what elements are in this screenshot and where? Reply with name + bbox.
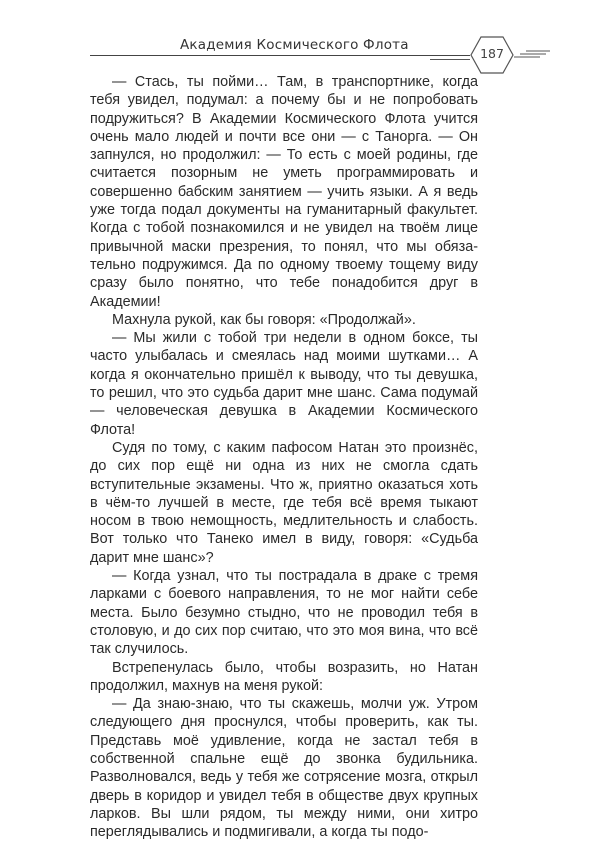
body-text	[90, 73, 478, 841]
paragraph: Махнула рукой, как бы говоря: «Продолжай».	[112, 311, 416, 328]
paragraph: — Когда узнал, что ты пострадала в драке с тремя ларками с боевого направления, то не мог найти себе места. Было безумно стыдно, что не проводил тебя в столовую, и до сих пор считаю, что это моя вина, что всё так случилось.	[90, 568, 478, 658]
page-number: 187	[480, 46, 504, 61]
paragraph: Судя по тому, с каким пафосом Натан это произнёс, до сих пор ещё ни одна из них не смогла сдать вступительные экзамены. Что ж, приятно оказаться хоть в чём-то лучшей в месте, где тебя всё время тыкают носом в твою немощность, медлительность и слабость. Вот только что Танеко имел в виду, говоря: «Судьба дарит мне шанс»?	[90, 439, 478, 566]
paragraph: — Стась, ты пойми… Там, в транспортнике, когда тебя увидел, подумал: а почему бы и не попробовать подружиться? В Академии Космического Флота учится очень мало людей и почти все они — с Танорга. — Он запнулся, но продолжил: — То есть с моей родины, где считается позорным не уметь программировать и совершенно бабским занятием — учить языки. А я ведь уже тогда подал документы на гуманитарный факультет. Когда с тобой познакомился и не увидел на твоём лице привычной маски презрения, то понял, что мы обязательно подружимся. Да по одному твоему тощему виду сразу было понятно, что тебе понадобится друг в Академии!	[90, 74, 478, 310]
paragraph: — Да знаю-знаю, что ты скажешь, молчи уж. Утром следующего дня проснулся, чтобы проверить, как ты. Представь моё удивление, когда не застал тебя в собственной спальне ещё до звонка будильника. Разволновался, ведь у тебя же сотрясение мозга, открыл дверь в коридор и увидел тебя в обществе двух крупных ларков. Вы шли рядом, ты между ними, они хитро переглядывались и подмигивали, а когда ты подо-	[90, 696, 478, 841]
header-rule	[90, 55, 470, 56]
running-title: Академия Космического Флота	[180, 37, 409, 53]
paragraph: Встрепенулась было, чтобы возразить, но Натан продолжил, махнув на меня рукой:	[90, 659, 478, 694]
header-rule-accent	[430, 59, 470, 60]
decorative-lines-icon	[514, 48, 550, 60]
paragraph: — Мы жили с тобой три недели в одном боксе, ты часто улыбалась и смеялась над моими шутками… А когда я окончательно пришёл к выводу, что ты девушка, то решил, что это судьба дарит мне шанс. Сама подумай — человеческая девушка в Академии Космического Флота!	[90, 330, 478, 438]
